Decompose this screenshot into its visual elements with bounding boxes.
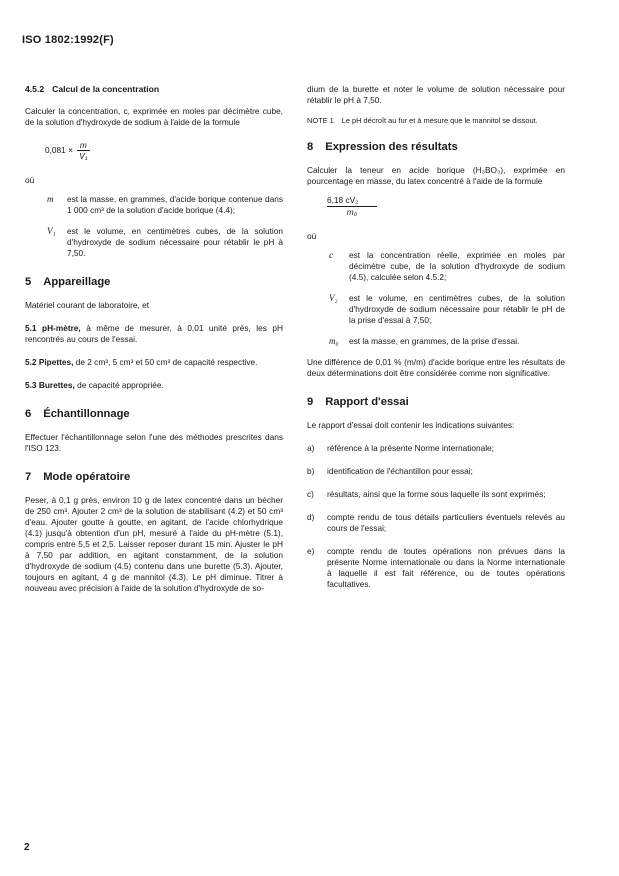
list-item: b) identification de l'échantillon pour essai; (307, 466, 473, 476)
section-6-heading: 6 Échantillonnage (25, 408, 130, 420)
where-label: où (25, 175, 35, 185)
formula-concentration: 0,081 × $\frac{m}{\text{V₁}}$ (45, 140, 283, 161)
fraction: $\frac{m}{\text{V₁}}$ (77, 140, 90, 161)
left-column (25, 84, 283, 606)
definition-v1: V₁ est le volume, en centimètres cubes, de la solution d'hydroxyde de sodium nécessaire pour rétablir le pH à 7,50. (47, 226, 283, 258)
definition-v2: V₂ est le volume, en centimètres cubes, de la solution d'hydroxyde de sodium nécessaire pour rétablir le pH de la prise d'essai à 7,50; (329, 293, 565, 325)
where-label: où (307, 231, 317, 241)
list-item: a) référence à la présente Norme internationale; (307, 443, 494, 453)
note-1: NOTE 1 Le pH décroît au fur et à mesure que le mannitol se dissout. (307, 116, 538, 125)
document-header: ISO 1802:1992(F) (22, 34, 114, 46)
definition-c: c est la concentration réelle, exprimée en moles par décimètre cube, de la solution d'hydroxyde de sodium (4.5), calculée selon 4.5.2; (329, 250, 565, 282)
page-number: 2 (24, 842, 30, 853)
paragraph: Une différence de 0,01 % (m/m) d'acide borique entre les résultats de deux déterminations doit être considérée comme non significative. (307, 357, 565, 378)
list-item: e) compte rendu de toutes opérations non prévues dans la présente Norme internationale ou dans la Norme internationale à laquelle il est fait référence, ou de toutes opérations facultatives. (307, 546, 565, 589)
list-item: d) compte rendu de tous détails particuliers éventuels relevés au cours de l'essai; (307, 512, 565, 533)
paragraph: Matériel courant de laboratoire, et (25, 300, 150, 310)
section-7-heading: 7 Mode opératoire (25, 471, 131, 483)
right-column (307, 84, 565, 602)
paragraph: Le rapport d'essai doit contenir les indications suivantes: (307, 420, 515, 430)
formula-boric-acid: $\frac{\text{6,18 cV₂}}{\text{m₀}}$ (327, 195, 377, 217)
subsection-4-5-2-heading: 4.5.2 Calcul de la concentration (25, 84, 160, 94)
paragraph: dium de la burette et noter le volume de solution nécessaire pour rétablir le pH à 7,50. (307, 84, 565, 105)
paragraph: Calculer la teneur en acide borique (H₃BO₃), exprimée en pourcentage en masse, du latex concentré à l'aide de la formule (307, 165, 565, 186)
list-item: c) résultats, ainsi que la forme sous laquelle ils sont exprimés; (307, 489, 546, 499)
section-5-heading: 5 Appareillage (25, 276, 111, 288)
item-5-1: 5.1 pH-mètre, à même de mesurer, à 0,01 unité près, les pH rencontrés au cours de l'essai. (25, 323, 283, 344)
paragraph: Effectuer l'échantillonnage selon l'une des méthodes prescrites dans l'ISO 123. (25, 432, 283, 453)
item-5-2: 5.2 Pipettes, de 2 cm³, 5 cm³ et 50 cm³ de capacité respective. (25, 357, 258, 367)
section-9-heading: 9 Rapport d'essai (307, 396, 409, 408)
section-8-heading: 8 Expression des résultats (307, 141, 458, 153)
definition-m0: m₀ est la masse, en grammes, de la prise d'essai. (329, 336, 520, 346)
paragraph: Peser, à 0,1 g près, environ 10 g de latex concentré dans un bécher de 250 cm³. Ajouter 2 cm³ de la solution de stabilisant (4.2) et 50 cm³ d'eau. Ajouter goutte à goutte, en agitant, de l'acide chlorhydrique (4.1) jusqu'à obtention d'un pH, mesuré à l'aide du pH-mètre (5.1), compris entre 5,5 et 2,5. Laisser reposer durant 15 min. Ajuster le pH à 7,50 par addition, en agitant constamment, de la solution d'hydroxyde de sodium (4.5) contenu dans une burette (5.3). Ajouter, toujours en agitant, 4 g de mannitol (4.3). Le pH diminue. Titrer à nouveau avec précision à l'aide de la solution d'hydroxyde de so- (25, 495, 283, 593)
definition-m: m est la masse, en grammes, d'acide borique contenue dans 1 000 cm³ de la solution d'acide borique (4.4); (47, 194, 283, 215)
item-5-3: 5.3 Burettes, de capacité appropriée. (25, 380, 164, 390)
paragraph: Calculer la concentration, c, exprimée en moles par décimètre cube, de la solution d'hydroxyde de sodium à l'aide de la formule (25, 106, 283, 127)
